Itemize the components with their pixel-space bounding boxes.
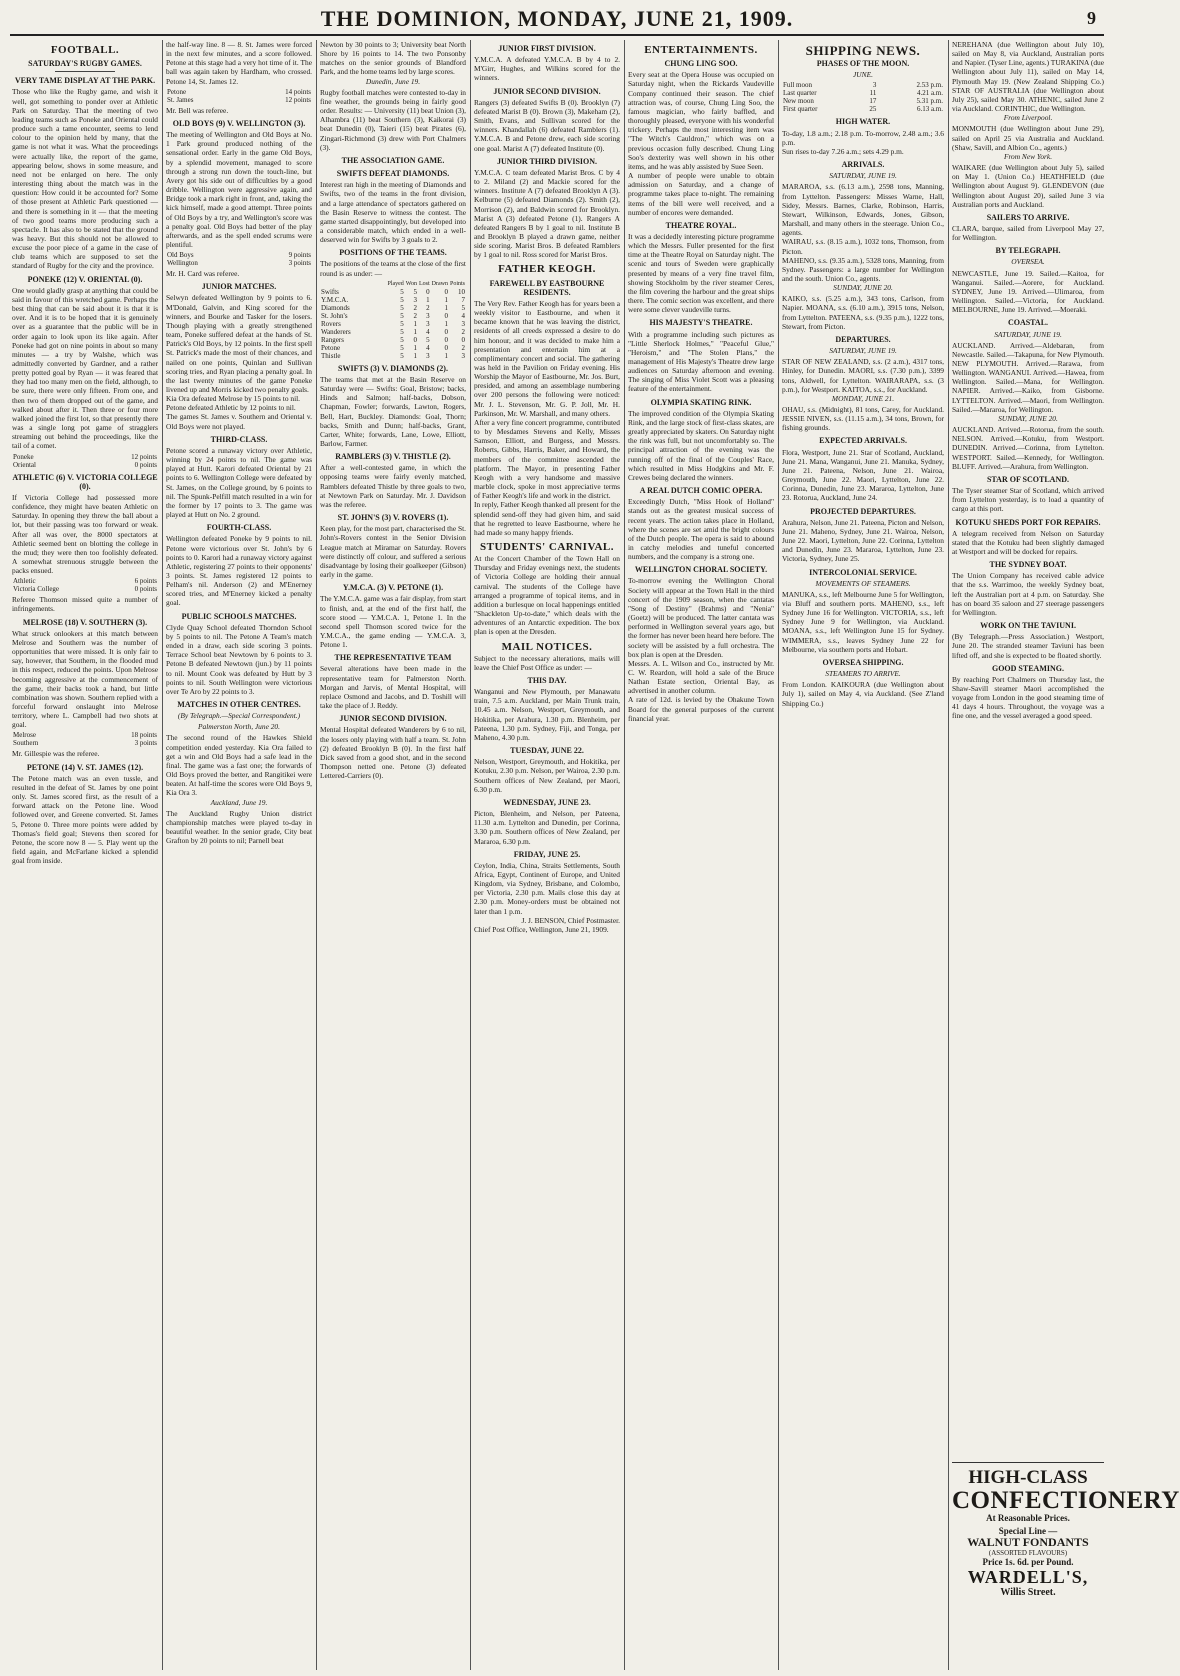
league-table-row bbox=[320, 288, 466, 296]
article-text: The Very Rev. Father Keogh has for years been a weekly visitor to Eastbourne, and when it became known that he was leaving the district, residents of all creeds expressed a desire to do him honour, and it was decided to make him a presentation and entertain him at a complimentary concert and social. The gathering was held in the Pavilion on Friday evening. His Worship the Mayor of Eastbourne, Mr. Jos. Burt, presided, and among an assemblage numbering over 200 persons the following were noticed: Mr. J. L. Stevenson, Mr. G. P. Joll, Mr. H. Parkinson, Mr. W. Marshall, and many others. bbox=[474, 298, 620, 418]
article-text: MARAROA, s.s. (6.13 a.m.), 2598 tons, Manning, from Lyttelton. Passengers: Misses Warne, Hall, Sidey, Messrs. Barnes, Clarke, Robinson, Harris, Stewart, Wilkinson, Edwards, Jones, Gibson, Marshall, and many others in the steerage. Union Co., agents. bbox=[782, 182, 944, 238]
subheading: OLD BOYS (9) V. WELLINGTON (3). bbox=[172, 118, 306, 128]
article-text: The Tyser steamer Star of Scotland, which arrived from Lyttelton yesterday, is to load a quantity of cargo at this port. bbox=[952, 486, 1104, 514]
team-stat: 5 bbox=[400, 351, 404, 360]
article-text: Picton, Blenheim, and Nelson, per Pateena, 11.30 a.m. Lyttelton and Dunedin, per Corinna, 3.30 p.m. Southern offices of New Zealand, per Mararoa, 6.30 p.m. bbox=[474, 809, 620, 846]
league-table: Played Won Lost Drawn Points Swifts 5 5 0 0 10 Y.M.C.A. 5 3 1 1 7 Diamonds 5 2 2 1 5 St. John's 5 2 3 0 4 Rovers 5 1 3 1 3 Wanderers 5 1 4 0 2 Rangers 5 0 5 0 0 Petone 5 1 4 0 2 Thistle 5 1 3 1 3 bbox=[321, 280, 465, 360]
article-text: By reaching Port Chalmers on Thursday last, the Shaw-Savill steamer Maori accomplished the voyage from London in the good steaming time of 41 days 4 hours. Throughout, the voyage was a fine one, and the vessel averaged a good speed. bbox=[952, 674, 1104, 721]
subheading: PROJECTED DEPARTURES. bbox=[810, 506, 916, 516]
team-stat: 5 bbox=[400, 319, 404, 328]
article-text: The Y.M.C.A. game was a fair display, from start to finish, and, at the end of the first half, the score stood — Y.M.C.A. 1, Petone 1. In the second spell Thomson scored twice for the Y.M.C.A., the game ending — Y.M.C.A. 3, Petone 1. bbox=[320, 594, 466, 650]
team-stat: 5 bbox=[413, 287, 417, 296]
league-table-row bbox=[320, 296, 466, 304]
article-text: Mr. Bell was referee. bbox=[166, 105, 229, 115]
article-text: After a very fine concert programme, contributed to by Mesdames Stevens and Kelly, Misses Samson, Elliott, and Burgess, and Messrs. Roberts, Gibbs, Harris, Baker, and Howard, the members of the committee ascended the platform. The Mayor, in presenting Father Keogh with a very handsome and massive marble clock, spoke in most appreciative terms of Father Keogh's life and work in the district. bbox=[474, 417, 620, 501]
moon-table: Full moon 3 2.53 p.m. Last quarter 11 4.21 a.m. New moon 17 5.31 p.m. First quarter 25 6.13 a.m. bbox=[783, 81, 943, 114]
team-stat: 0 bbox=[461, 335, 465, 344]
ad-price: Price 1s. 6d. per Pound. bbox=[982, 1557, 1074, 1567]
team-stat: 1 bbox=[444, 319, 448, 328]
article-text: Keen play, for the most part, characterised the St. John's-Rovers contest in the Senior Division League match at Miramar on Saturday. Rovers were distinctly off colour, and suffered a serious disadvantage by losing their goalkeeper (Gibson) early in the game. bbox=[320, 524, 466, 580]
subheading: FRIDAY, JUNE 25. bbox=[513, 849, 581, 859]
article-text: Newton by 30 points to 3; University beat North Shore by 16 points to 14. The two Ponsonby matches on the senior grounds of Blandford Park, and the home teams led by large scores. bbox=[320, 40, 466, 77]
column-football bbox=[12, 40, 158, 1670]
dateline: MONDAY, JUNE 21. bbox=[831, 393, 895, 403]
article-text: In reply, Father Keogh thanked all present for the splendid send-off they had given him, and said that he regretted to leave Eastbourne, where he had made so many happy friends. bbox=[474, 500, 620, 537]
score-table: Old Boys 9 points Wellington 3 points bbox=[167, 251, 311, 268]
ad-product: WALNUT FONDANTS bbox=[967, 1535, 1089, 1549]
article-text: AUCKLAND. Arrived.—Rotorua, from the south. NELSON. Arrived.—Kotuku, from Westport. DUNEDIN. Arrived.—Corinna, from Lyttelton. WESTPORT. Sailed.—Kennedy, for Wellington. BLUFF. Arrived.—Arahura, from Wellington. bbox=[952, 425, 1104, 471]
dateline: SUNDAY, JUNE 20. bbox=[998, 413, 1058, 423]
subheading: RAMBLERS (3) V. THISTLE (2). bbox=[335, 452, 451, 462]
article-text: To-morrow evening the Wellington Choral Society will appear at the Town Hall in the third concert of the 1909 season, when the cantatas "Song of Destiny" (Brahms) and "Nenia" (Goetz) will be produced. The latter cantata was performed in Wellington several years ago, but the former has never been heard here before. The society will be assisted by a full orchestra. The box plan is open at the Dresden. bbox=[628, 576, 774, 659]
article-text: Arahura, Nelson, June 21. Pateena, Picton and Nelson, June 21. Maheno, Sydney, June 21. Wairoa, Nelson, June 22. Maori, Lyttelton, June 22. Corinna, Lyttelton and Dunedin, June 23. Mararoa, Lyttelton, June 23. Victoria, Sydney, June 25. bbox=[782, 517, 944, 564]
score-table: Athletic 6 points Victoria College 0 points bbox=[13, 577, 157, 594]
article-text: Several alterations have been made in the representative team for Palmerston North. Morgan and Jarvis, of Mental Hospital, will replace Osmond and Jacobs, and D. Toshill will take the place of J. Reddy. bbox=[320, 664, 466, 711]
article-text: A number of people were unable to obtain admission on Saturday, and a change of programme takes place to-night. The remaining items of the bill were well received, and a number of encores were demanded. bbox=[628, 171, 774, 217]
column-football-cont bbox=[166, 40, 312, 1670]
team-stat: 1 bbox=[413, 327, 417, 336]
subheading: SWIFTS (3) V. DIAMONDS (2). bbox=[338, 363, 448, 373]
article-text: One would gladly grasp at anything that could be said in favour of this wretched game. Perhaps the best thing that can be said about it is that it is over. And it is to be hoped that it is genuinely over as a guarantee that the public will be in order again to look upon its like again. After Poneke had got on nine points in about so many minutes — a try by Walshe, which was admittedly converted by Gardner, and a rather pretty potted goal by Ryan — it was feared that they had too many men on the field, although, to be sure, there were only fifteen. From one, and then two of them dropped out of the game, and walked about after it. Then three or four more walked joined the first lot, so that presently there was a single long pot game of stragglers streaming out behind the proceedings, like the tail of a comet. bbox=[12, 285, 158, 451]
subheading: TUESDAY, JUNE 22. bbox=[510, 746, 584, 756]
subheading: EXPECTED ARRIVALS. bbox=[819, 436, 907, 446]
ad-product-note: (ASSORTED FLAVOURS) bbox=[988, 1549, 1068, 1557]
article-text: Messrs. A. L. Wilson and Co., instructed by Mr. C. W. Reardon, will hold a sale of the Bruce Nathan Estate section, Oriental Bay, as advertised in another column. bbox=[628, 658, 774, 696]
subheading: PETONE (14) V. ST. JAMES (12). bbox=[26, 762, 144, 772]
subheading: SWIFTS DEFEAT DIAMONDS. bbox=[336, 169, 450, 179]
subheading: PUBLIC SCHOOLS MATCHES. bbox=[181, 611, 297, 621]
article-text: Referee Thomson missed quite a number of infringements. bbox=[12, 595, 158, 614]
article-text: From London. KAIKOURA (due Wellington about July 1), sailed on May 4, via Auckland. (See Z'land Shipping Co.) bbox=[782, 680, 944, 708]
team-stat: 3 bbox=[426, 351, 430, 360]
article-text: The positions of the teams at the close of the first round is as under: — bbox=[320, 259, 466, 278]
column-association bbox=[320, 40, 466, 1670]
article-text: Mr. H. Card was referee. bbox=[166, 269, 240, 279]
subheading: ATHLETIC (6) V. VICTORIA COLLEGE (0). bbox=[12, 472, 158, 491]
column-rule bbox=[316, 40, 317, 1670]
team-stat: 3 bbox=[426, 319, 430, 328]
subheading: KOTUKU SHEDS PORT FOR REPAIRS. bbox=[955, 517, 1101, 527]
team-name: Rovers bbox=[321, 319, 341, 328]
article-text: A telegram received from Nelson on Saturday stated that the Kotuku had been slightly damaged at Westport and will be docked for repairs. bbox=[952, 528, 1104, 556]
team-stat: 3 bbox=[461, 319, 465, 328]
article-text: Petone scored a runaway victory over Athletic, winning by 24 points to nil. The game was played at Hutt. Karori defeated Oriental by 21 points to 6. Wellington College were defeated by St. James, on the College ground, by 6 points to nil. The Spunk-Pelfill match resulted in a win for the former by 17 points to 3. The game was played at Hutt on No. 2 ground. bbox=[166, 445, 312, 520]
team-stat: 5 bbox=[400, 287, 404, 296]
article-text: MAHENO, s.s. (9.35 a.m.), 5328 tons, Manning, from Sydney. Passengers: a large number for Wellington and the south. Union Co., agents. bbox=[782, 255, 944, 283]
subheading: CHUNG LING SOO. bbox=[664, 59, 738, 69]
article-text: The improved condition of the Olympia Skating Rink, and the large stock of first-class skates, are greatly appreciated by skaters. On Saturday night the rink was full, but not uncomfortably so. The principal attraction of the evening was the running off of the final of the Couples' Race, which resulted in Miss Hodgkins and Mr. F. Crewes being declared the winners. bbox=[628, 408, 774, 482]
league-table-row bbox=[320, 352, 466, 360]
team-stat: 0 bbox=[413, 335, 417, 344]
article-text: WAIRAU, s.s. (8.15 a.m.), 1032 tons, Thomson, from Picton. bbox=[782, 237, 944, 256]
team-name: Rangers bbox=[321, 335, 344, 344]
ad-shop-name: WARDELL'S, bbox=[967, 1567, 1089, 1587]
subheading: OVERSEA SHIPPING. bbox=[822, 657, 904, 667]
team-stat: 0 bbox=[444, 311, 448, 320]
team-name: St. John's bbox=[321, 311, 348, 320]
subheading: ST. JOHN'S (3) V. ROVERS (1). bbox=[337, 513, 449, 523]
subheading: PONEKE (12) V. ORIENTAL (0). bbox=[27, 274, 143, 284]
column-entertainments bbox=[628, 40, 774, 1670]
article-text: What struck onlookers at this match between Melrose and Southern was the number of opportunities that were missed. It is only fair to say, however, that Southern, in the flooded mud in this respect, reduced the points. Upon Melrose becoming aggressive at the commencement of the game, their backs took a hand, but little combination was shown. Southern replied with a forceful forward onslaught into Melrose territory, where L. Campbell had two shots at goal. bbox=[12, 628, 158, 730]
subheading: JUNIOR THIRD DIVISION. bbox=[496, 156, 598, 166]
article-text: The teams that met at the Basin Reserve on Saturday were — Swifts: Goal, Bristow; backs, Hinds and Salmon; half-backs, Dobson, Chapman, Fowler; forwards, Lawton, Rogers, Bell, Hart, Buckley. Diamonds: Goal, Thorn; backs, Smith and Dunn; half-backs, Grant, Carter, White; forwards, Lane, Lowe, Elliott, Barlow, Farmer. bbox=[320, 374, 466, 448]
subheading: STEAMERS TO ARRIVE. bbox=[825, 669, 901, 679]
article-text: CLARA, barque, sailed from Liverpool May 27, for Wellington. bbox=[952, 223, 1104, 243]
article-text: Kia Ora defeated Melrose by 15 points to nil. bbox=[166, 394, 301, 404]
article-text: The Petone match was an even tussle, and resulted in the defeat of St. James by one point only. St. James scored first, as the result of a forward attack on the Petone line. Wood followed over, and Greene converted. St. James 5, Petone 0. Three more points were added by Thomas's field goal; Stevens then scored for Petone, the score now 8 — 5. Play went up the field again, and McFarlane kicked a splendid goal from inside. bbox=[12, 773, 158, 866]
signature-place: Chief Post Office, Wellington, June 21, 1909. bbox=[474, 924, 609, 934]
article-text: Wanganui and New Plymouth, per Manawatu train, 7.5 a.m. Auckland, per Main Trunk train, 10.45 a.m. Nelson, Westport, Greymouth, and Hokitika, per Arahura, 1.30 p.m. Blenheim, per Pateena, 1.30 p.m. Sydney, Fiji, and Tonga, per Maheno, 4.30 p.m. bbox=[474, 687, 620, 742]
article-text: To-day, 1.8 a.m.; 2.18 p.m. To-morrow, 2.48 a.m.; 3.6 p.m. bbox=[782, 128, 944, 147]
subheading: WEDNESDAY, JUNE 23. bbox=[503, 797, 591, 807]
article-text: Rangers (3) defeated Swifts B (0). Brooklyn (7) defeated Marist B (0). Brown (3), Makeham (2), Smith, Evans, and Sullivan scored for the winners. Khandallah (6) defeated Ramblers (1). Y.M.C.A. B and Petone drew, each side scoring one goal. Marist A (7) defeated Institute (0). bbox=[474, 97, 620, 153]
subheading: FOURTH-CLASS. bbox=[206, 523, 272, 533]
subheading: JUNIOR SECOND DIVISION. bbox=[339, 714, 447, 724]
section-heading: STUDENTS' CARNIVAL. bbox=[480, 540, 614, 553]
subheading: INTERCOLONIAL SERVICE. bbox=[809, 567, 917, 577]
team-stat: 0 bbox=[444, 287, 448, 296]
column-shipping-cont bbox=[952, 40, 1180, 1670]
article-text: Ceylon, India, China, Straits Settlements, South Africa, Egypt, Continent of Europe, and United Kingdom, via Sydney, Brisbane, and Colombo, per Victoria, 2.30 p.m. Mails close this day at 2.30 p.m. Money-orders must be obtained not later than 1 p.m. bbox=[474, 860, 620, 916]
team-stat: 7 bbox=[461, 295, 465, 304]
column-rule bbox=[470, 40, 471, 1670]
section-heading: ENTERTAINMENTS. bbox=[644, 44, 758, 56]
team-stat: 2 bbox=[461, 343, 465, 352]
team-stat: 1 bbox=[413, 343, 417, 352]
league-table-row bbox=[320, 304, 466, 312]
team-stat: 1 bbox=[426, 295, 430, 304]
team-name: Swifts bbox=[321, 287, 339, 296]
article-text: At the Concert Chamber of the Town Hall on Thursday and Friday evenings next, the students of Victoria College are holding their annual carnival. The students of the College have arranged a programme of topical items, and in addition a burlesque on local happenings entitled "Shackleton Up-to-date," which deals with the adventures of an Antarctic expedition. The box plan is open at the Dresden. bbox=[474, 554, 620, 637]
subheading: COASTAL. bbox=[1007, 318, 1049, 328]
subheading: From New York. bbox=[1003, 151, 1053, 161]
team-stat: 5 bbox=[400, 343, 404, 352]
team-stat: 1 bbox=[413, 351, 417, 360]
section-heading: FOOTBALL. bbox=[50, 44, 120, 56]
article-text: Wellington defeated Poneke by 9 points to nil. Petone were victorious over St. John's by 6 points to 0. Karori had a runaway victory against Athletic, registering 27 points to their opponents' 3 points. St. James registered 12 points to Pelham's nil. Anderson (2) and M'Enerney scored tries, and M'Enerney kicked a penalty goal. bbox=[166, 534, 312, 608]
article-text: With a programme including such pictures as "Little Sherlock Holmes," "Peaceful Glue," "Heroism," and "The Stolen Plans," the management of His Majesty's Theatre drew large audiences on Saturday afternoon and evening. The singing of Miss Violet Scott was a pleasing feature of the entertainment. bbox=[628, 329, 774, 394]
subheading: From Liverpool. bbox=[1003, 113, 1053, 123]
ad-shop-address: Willis Street. bbox=[1000, 1587, 1056, 1598]
team-stat: 5 bbox=[400, 335, 404, 344]
dateline: SUNDAY, JUNE 20. bbox=[833, 283, 893, 293]
subheading: Y.M.C.A. (3) V. PETONE (1). bbox=[342, 583, 444, 593]
subheading: VERY TAME DISPLAY AT THE PARK. bbox=[14, 76, 156, 86]
league-table-row bbox=[320, 328, 466, 336]
team-stat: 1 bbox=[444, 351, 448, 360]
subheading: SAILERS TO ARRIVE. bbox=[986, 212, 1070, 222]
subheading: MATCHES IN OTHER CENTRES. bbox=[177, 700, 301, 709]
team-stat: 2 bbox=[461, 327, 465, 336]
article-text: It was a decidedly interesting picture programme which the Messrs. Fuller presented for the first time at the Theatre Royal on Saturday night. The scenic and tours of Sweden were graphically presented by means of a very fine travel film, showing Stockholm by the river steamer Ceres, the film covering the harbour and the great ships there. The comic section was excellent, and there were some clever vaudeville turns. bbox=[628, 231, 774, 315]
dateline: SATURDAY, JUNE 19. bbox=[829, 171, 897, 181]
column-rule bbox=[162, 40, 163, 1670]
ad-special-line: Special Line — bbox=[998, 1526, 1058, 1536]
subheading: OVERSEA. bbox=[1011, 257, 1045, 267]
ad-tagline: At Reasonable Prices. bbox=[986, 1513, 1070, 1523]
team-stat: 2 bbox=[413, 311, 417, 320]
article-text: MANUKA, s.s., left Melbourne June 5 for Wellington, via Bluff and southern ports. MAHENO, s.s., left Sydney June 16 for Wellington. VICTORIA, s.s., left Sydney June 9 for Wellington, via Auckland. MOANA, s.s., left Wellington June 15 for Sydney. WIMMERA, s.s., leaves Sydney June 22 for Melbourne, via southern ports and Hobart. bbox=[782, 589, 944, 654]
subheading: THE REPRESENTATIVE TEAM bbox=[334, 653, 452, 663]
subheading: HIGH WATER. bbox=[835, 117, 891, 127]
score-table: Petone 14 points St. James 12 points bbox=[167, 87, 311, 104]
article-text: AUCKLAND. Arrived.—Aldebaran, from Newcastle. Sailed.—Takapuna, for New Plymouth. NEW PLYMOUTH. Arrived.—Rarawa, from Wellington. WANGANUI. Arrived.—Hawea, from Wellington. Sailed.—Mana, for Wellington. NAPIER. Arrived.—Kaiko, from Gisborne. LYTTELTON. Arrived.—Maori, from Wellington. Sailed.—Mararoa, for Wellington. bbox=[952, 340, 1104, 414]
newspaper-title: THE DOMINION, MONDAY, JUNE 21, 1909. bbox=[320, 6, 794, 31]
team-name: Petone bbox=[321, 343, 341, 352]
team-stat: 5 bbox=[461, 303, 465, 312]
team-stat: 5 bbox=[400, 327, 404, 336]
article-text: After a well-contested game, in which the opposing teams were fairly evenly matched, Ramblers defeated Thistle by three goals to two, at Newtown Park on Saturday. Mr. J. Davidson was the referee. bbox=[320, 463, 466, 509]
dateline: SATURDAY, JUNE 19. bbox=[994, 329, 1062, 339]
subheading: SATURDAY'S RUGBY GAMES. bbox=[28, 59, 142, 69]
article-text: The meeting of Wellington and Old Boys at No. 1 Park ground produced nothing of the sensational order. Early in the game Old Boys, by a splendid movement, managed to score through a strong run down the touch-line, but Avery got his side out of difficulties by a good dribble. Wellington were aggressive again, and Bridge took a mark right in front, and, taking the kick himself, made a good attempt. Three points of Old Boys by a try, and Wellington's score was a penalty goal. Old Boys had better of the play afterwards, and as the spell ended scrums were plentiful. bbox=[166, 130, 312, 249]
confectionery-advertisement bbox=[952, 1462, 1180, 1662]
subheading: FAREWELL BY EASTBOURNE RESIDENTS. bbox=[489, 278, 605, 297]
ad-headline: HIGH-CLASS bbox=[968, 1467, 1088, 1488]
team-name: Thistle bbox=[321, 351, 341, 360]
article-text: Selwyn defeated Wellington by 9 points to 6. M'Donald, Galvin, and King scored for the winners, and Bourke and Tasker for the losers. Though playing with a greatly strengthened team, Poneke suffered defeat at the hands of St. Patrick's Old Boys, by 12 points. In the first spell St. Patrick's made the most of their chances, and nailed on one points, Quinlan and Sullivan scoring tries, and Ryan placing a penalty goal. In the last twenty minutes of the game Poneke livened up and Morris kicked two penalty goals. bbox=[166, 293, 312, 394]
subheading: THE ASSOCIATION GAME. bbox=[341, 155, 445, 165]
league-table-row bbox=[320, 312, 466, 320]
column-misc bbox=[474, 40, 620, 1670]
subheading: HIS MAJESTY'S THEATRE. bbox=[649, 318, 753, 328]
column-shipping bbox=[782, 40, 944, 1670]
article-text: MONMOUTH (due Wellington about June 29), sailed on April 25 via Australia and Auckland. (Shaw, Savill, and Albion Co., agents.) bbox=[952, 124, 1104, 152]
dateline: Auckland, June 19. bbox=[210, 797, 268, 807]
team-name: Wanderers bbox=[321, 327, 351, 336]
team-stat: 1 bbox=[444, 295, 448, 304]
subheading: BY TELEGRAPH. bbox=[995, 246, 1061, 256]
subheading: MELROSE (18) V. SOUTHERN (3). bbox=[22, 617, 148, 627]
team-stat: 4 bbox=[426, 343, 430, 352]
subheading: WELLINGTON CHORAL SOCIETY. bbox=[634, 565, 768, 575]
team-stat: 3 bbox=[426, 311, 430, 320]
subheading: PHASES OF THE MOON. bbox=[816, 59, 910, 69]
team-stat: 1 bbox=[444, 303, 448, 312]
team-stat: 5 bbox=[426, 335, 430, 344]
article-text: Nelson, Westport, Greymouth, and Hokitika, per Kotuku, 2.30 p.m. Nelson, per Wairoa, 2.30 p.m. Southern offices of New Zealand, per Maori, 6.30 p.m. bbox=[474, 757, 620, 794]
score-table: Poneke 12 points Oriental 0 points bbox=[13, 452, 157, 469]
team-stat: 0 bbox=[426, 287, 430, 296]
page-number: 9 bbox=[1087, 8, 1096, 28]
subheading: THIRD-CLASS. bbox=[210, 434, 268, 444]
article-text: the half-way line. 8 — 8. St. James were forced in the next few minutes, and a score followed. Petone at this stage had a very hot time of it. The ball was again taken by Hardham, who crossed. Petone 14, St. James 12. bbox=[166, 40, 312, 86]
signature: J. J. BENSON, Chief Postmaster. bbox=[521, 915, 620, 925]
section-heading: MAIL NOTICES. bbox=[501, 640, 593, 653]
team-stat: 4 bbox=[461, 311, 465, 320]
ad-headline-main: CONFECTIONERY bbox=[952, 1487, 1180, 1514]
article-text: Petone defeated Athletic by 12 points to nil. bbox=[166, 403, 296, 413]
column-rule bbox=[948, 40, 949, 1670]
subheading: DEPARTURES. bbox=[835, 334, 891, 344]
dateline: Palmerston North, June 20. bbox=[198, 722, 280, 732]
masthead bbox=[10, 6, 1104, 36]
article-text: The Union Company has received cable advice that the s.s. Warrimoo, the weekly Sydney boat, left the Australian port at 4 p.m. on Saturday. She has on board 35 saloon and 27 steerage passengers for Wellington. bbox=[952, 571, 1104, 617]
subheading: THEATRE ROYAL. bbox=[665, 220, 737, 230]
subheading: THIS DAY. bbox=[527, 676, 567, 685]
subheading: OLYMPIA SKATING RINK. bbox=[650, 397, 752, 407]
subheading: WORK ON THE TAVIUNI. bbox=[980, 621, 1076, 631]
article-text: The Auckland Rugby Union district championship matches were played to-day in beautiful weather. In the senior grade, City beat Grafton by 20 points to nil; Parnell beat bbox=[166, 808, 312, 846]
article-text: Subject to the necessary alterations, mails will leave the Chief Post Office as under: — bbox=[474, 653, 620, 672]
article-text: Rugby football matches were contested to-day in fine weather, the grounds being in fairly good order. Results: — University (11) beat Union (3), Alhambra (11) beat Southern (3), Kaikorai (3) beat Dunedin (0), Taieri (15) beat Pirates (6), Zingari-Richmond (3) drew with Port Chalmers (3). bbox=[320, 87, 466, 152]
subheading: MOVEMENTS OF STEAMERS. bbox=[815, 578, 911, 588]
subheading: POSITIONS OF THE TEAMS. bbox=[339, 248, 447, 258]
team-stat: 2 bbox=[426, 303, 430, 312]
subheading: ARRIVALS. bbox=[841, 160, 885, 170]
section-heading: SHIPPING NEWS. bbox=[805, 43, 921, 58]
article-text: WAIKARE (due Wellington about July 5), sailed on May 1. (Union Co.) HEATHFIELD (due Wellington about August 9). GLENDEVON (due Wellington about August 20), sailed June 3 via Australian ports and Auckland. bbox=[952, 163, 1104, 209]
article-text: Those who like the Rugby game, and wish it well, got something to ponder over at Athletic Park on Saturday. That the meeting of two leading teams such as Poneke and Oriental could produce such a tame encounter, seems to lend colour to the opinion held by many, that the game is not what it was. What the proceedings were actually like, the report of the game, appearing below, shows in some measure, and need not be enlarged on here. The only interesting thing about the match was in the question: How could it be accounted for? Some of those present at Athletic Park questioned — and there is something in it — that the meeting of two good teams more producing such a spectacle. It has also to be stated that the ground was heavy. But this should not be allowed to excuse the poor piece of a game in the case of club teams which are supposed to set the standard of Rugby for the city and the province. bbox=[12, 87, 158, 271]
article-text: KAIKO, s.s. (5.25 a.m.), 343 tons, Carlson, from Napier. MOANA, s.s. (6.10 a.m.), 3915 tons, Nelson, from Lyttelton. PATEENA, s.s. (9.35 p.m.), 1222 tons, Stewart, from Picton. bbox=[782, 294, 944, 331]
article-text: Exceedingly Dutch, "Miss Hook of Holland" stands out as the greatest musical success of recent years. The action takes place in Holland, where the scenes are set amid the bright colours of the Dutch people. The opera is said to abound in catchy melodies and tuneful concerted numbers, and the company is a strong one. bbox=[628, 497, 774, 562]
league-table-row bbox=[320, 344, 466, 352]
article-text: Every seat at the Opera House was occupied on Saturday night, when the Rickards Vaudeville Company continued their season. The chief attraction was, of course, Chung Ling Soo, the famous magician, who fairly baffled, and thoroughly pleased, everyone with his wonderful trickery. Perhaps the most interesting item was "The Witch's Cauldron," which was on a previous occasion fully described. Chung Ling Soo's dexterity was well shown in his other items, and he was ably assisted by Suee Seen. bbox=[628, 70, 774, 171]
article-text: NEREHANA (due Wellington about July 10), sailed on May 8, via Auckland, Australian ports and Napier. (Tyser Line, agents.) TURAKINA (due Wellington about July 11), sailed on May 14, Plymouth May 19. (New Zealand Shipping Co.) STAR OF AUSTRALIA (due Wellington about July 25), sailed May 30. ATHENIC, sailed June 2 via Auckland. CORINTHIC, due Wellington. bbox=[952, 40, 1104, 114]
article-text: (By Telegraph.—Press Association.) Westport, June 20. The stranded steamer Taviuni has been lifted off, and she is expected to be floated shortly. bbox=[952, 632, 1104, 660]
team-name: Y.M.C.A. bbox=[321, 295, 349, 304]
article-text: If Victoria College had possessed more confidence, they might have beaten Athletic on Saturday. In opening they threw the ball about a lot, but their passing was too forward or weak. After all was over, the 8000 spectators at Athletic seemed bent on blotting the college in the mud; they were then too foolishly defeated. A somewhat strenuous struggle between the packs ensued. bbox=[12, 492, 158, 576]
league-table-row bbox=[320, 320, 466, 328]
dateline: Dunedin, June 19. bbox=[365, 76, 421, 86]
subheading: GOOD STEAMING. bbox=[991, 663, 1064, 673]
subheading: JUNIOR MATCHES. bbox=[201, 282, 277, 292]
article-text: Interest ran high in the meeting of Diamonds and Swifts, two of the teams in the front division, and a large attendance of spectators gathered on the Basin Reserve to witness the contest. The game started disappointingly, but developed into a considerable match, which ended in a well-deserved win for Swifts by 3 goals to 2. bbox=[320, 180, 466, 245]
team-stat: 3 bbox=[461, 351, 465, 360]
team-stat: 0 bbox=[444, 327, 448, 336]
team-stat: 4 bbox=[426, 327, 430, 336]
article-text: Sun rises to-day 7.26 a.m.; sets 4.29 p.m. bbox=[782, 146, 904, 156]
article-text: STAR OF NEW ZEALAND, s.s. (2 a.m.), 4317 tons, Hinley, for Dunedin. MAORI, s.s. (7.30 p.m.), 3399 tons, Aldwell, for Lyttelton. WAIRARAPA, s.s. (3 p.m.), for Westport. KAITOA, s.s., for Auckland. bbox=[782, 357, 944, 394]
team-stat: 5 bbox=[400, 311, 404, 320]
team-stat: 10 bbox=[458, 287, 465, 296]
article-text: Y.M.C.A. C team defeated Marist Bros. C by 4 to 2. Miland (2) and Mackie scored for the winners. Institute A (7) defeated Brooklyn A (3). Kelburne (5) defeated Diamonds (2). Smith (2), Morrison (2), and Baldwin scored for Brooklyn. Marist A (3) defeated Petone (1). Rangers A defeated Rangers B by 1 goal to nil. Institute B and Brooklyn B played a drawn game, neither side scoring. Marist Bros. B defeated Ramblers by 1 goal to nil. Ross scored for Marist Bros. bbox=[474, 167, 620, 260]
league-table-row bbox=[320, 336, 466, 344]
team-stat: 5 bbox=[400, 303, 404, 312]
article-text: Flora, Westport, June 21. Star of Scotland, Auckland, June 21. Mana, Wanganui, June 21. Manuka, Sydney, June 21. Pateena, Nelson, June 21. Wairoa, Greymouth, June 22. Maori, Lyttelton, June 22. Corinna, Dunedin, June 23. Mararoa, Lyttelton, June 23. Rotorua, Auckland, June 24. bbox=[782, 447, 944, 503]
section-heading: FATHER KEOGH. bbox=[498, 263, 596, 276]
article-text: A rate of 12d. is levied by the Ohakune Town Board for the general purposes of the current financial year. bbox=[628, 695, 774, 723]
article-text: The games St. James v. Southern and Oriental v. Old Boys were not played. bbox=[166, 412, 312, 431]
team-stat: 0 bbox=[444, 343, 448, 352]
team-stat: 2 bbox=[413, 303, 417, 312]
team-name: Diamonds bbox=[321, 303, 350, 312]
article-text: Mental Hospital defeated Wanderers by 6 to nil, the losers only playing with half a team. St. John (2) defeated Brooklyn B (0). In the first half Dick saved from a good shot, and in the second Thompson netted one. Petone (3) defeated Lettered-Carriers (0). bbox=[320, 725, 466, 781]
dateline: (By Telegraph.—Special Correspondent.) bbox=[177, 711, 301, 721]
team-stat: 5 bbox=[400, 295, 404, 304]
team-stat: 0 bbox=[444, 335, 448, 344]
subheading: JUNIOR FIRST DIVISION. bbox=[498, 44, 596, 53]
article-text: OHAU, s.s. (Midnight), 81 tons, Carey, for Auckland. JESSIE NIVEN, s.s. (11.15 a.m.), 34 tons, Brown, for fishing grounds. bbox=[782, 405, 944, 433]
subheading: A REAL DUTCH COMIC OPERA. bbox=[639, 486, 763, 496]
article-text: Mr. Gillespie was the referee. bbox=[12, 749, 100, 759]
column-rule bbox=[624, 40, 625, 1670]
team-stat: 3 bbox=[413, 295, 417, 304]
subheading-month: JUNE. bbox=[853, 70, 873, 80]
dateline: SATURDAY, JUNE 19. bbox=[829, 346, 897, 356]
subheading: THE SYDNEY BOAT. bbox=[989, 560, 1067, 570]
article-text: NEWCASTLE, June 19. Sailed.—Kaitoa, for Wanganui. Sailed.—Aorere, for Auckland. SYDNEY, June 19. Arrived.—Ulimaroa, from Wellington. Sailed.—Victoria, for Auckland. MELBOURNE, June 19. Arrived.—Moeraki. bbox=[952, 268, 1104, 315]
team-stat: 1 bbox=[413, 319, 417, 328]
article-text: Y.M.C.A. A defeated Y.M.C.A. B by 4 to 2. M'Girr, Hughes, and Wilkins scored for the winners. bbox=[474, 55, 620, 83]
article-text: The second round of the Hawkes Shield competition ended yesterday. Kia Ora failed to get a win and Old Boys had a safe lead in the final. The game was a fast one; the forwards of Old Boys proved the better, and Rangitikei were beaten. At half-time the scores were Old Boys 9, Kia Ora 3. bbox=[166, 733, 312, 798]
column-rule bbox=[778, 40, 779, 1670]
article-text: Clyde Quay School defeated Thorndon School by 5 points to nil. The Petone A Team's match ended in a draw, each side scoring 3 points. Terrace School beat Newtown by 6 points to 3. Petone B defeated Newtown (jun.) by 11 points to nil. Mount Cook was defeated by Hutt by 3 points to nil. South Wellington were victorious over Te Aro by 22 points to 3. bbox=[166, 622, 312, 696]
subheading: STAR OF SCOTLAND. bbox=[986, 474, 1069, 484]
score-table: Melrose 18 points Southern 3 points bbox=[13, 731, 157, 748]
subheading: JUNIOR SECOND DIVISION. bbox=[493, 86, 601, 96]
